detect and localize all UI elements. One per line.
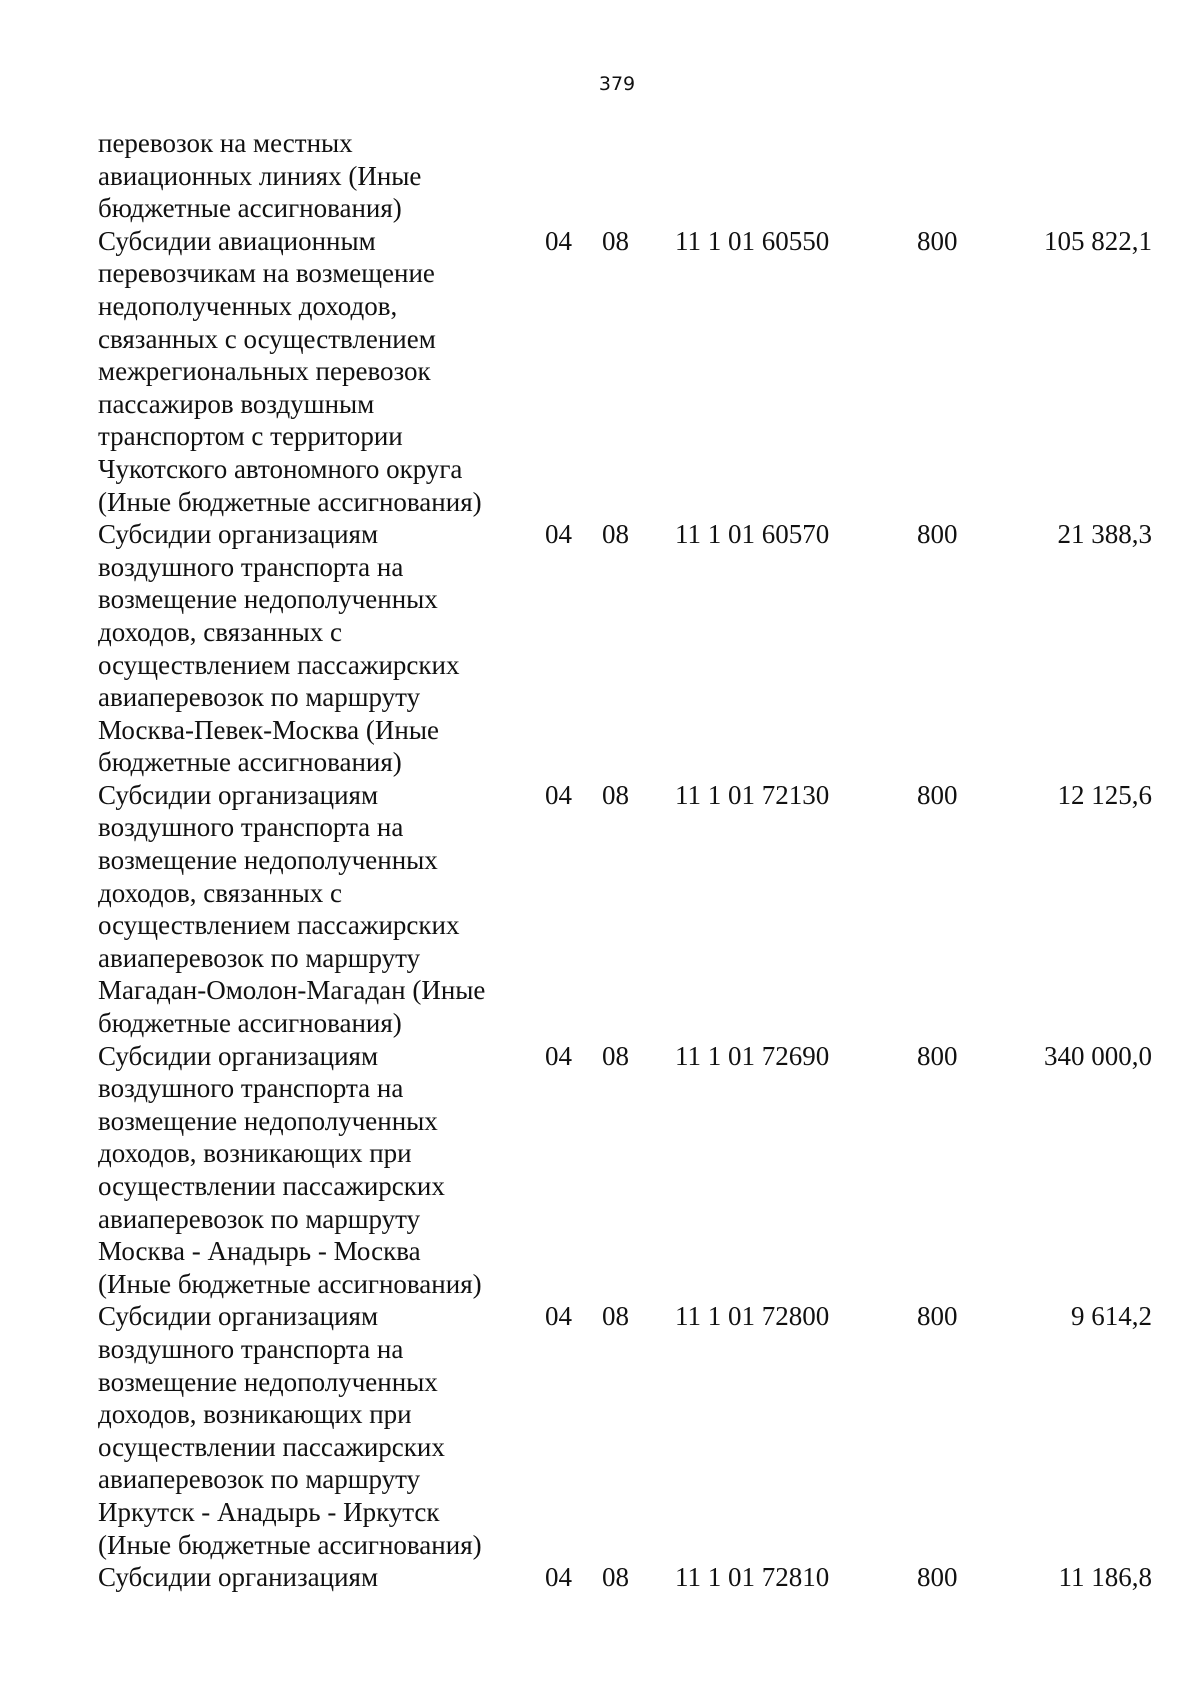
row-subsection: 08 [602, 1301, 629, 1332]
row-section: 04 [545, 1040, 572, 1071]
row-section: 04 [545, 519, 572, 550]
row-expense-type: 800 [917, 1562, 958, 1593]
row-description: Субсидии организациям воздушного транспорта на возмещение недополученных доходов, возникающих при осуществлении пассажирских авиаперевозок по маршруту Иркутск - Анадырь - Иркутск (Иные бюджетные ассигнования) [98, 1301, 482, 1560]
row-description: перевозок на местных авиационных линиях (Иные бюджетные ассигнования) [98, 128, 422, 224]
row-expense-type: 800 [917, 519, 958, 550]
row-subsection: 08 [602, 1562, 629, 1593]
row-target-code: 11 1 01 72800 [675, 1301, 830, 1332]
row-expense-type: 800 [917, 1040, 958, 1071]
row-section: 04 [545, 1562, 572, 1593]
row-subsection: 08 [602, 1040, 629, 1071]
table-row [0, 1561, 1200, 1594]
row-expense-type: 800 [917, 225, 958, 256]
row-target-code: 11 1 01 72810 [675, 1562, 830, 1593]
row-amount: 340 000,0 [1044, 1040, 1152, 1071]
table-row [0, 127, 1200, 225]
row-target-code: 11 1 01 72130 [675, 779, 830, 810]
row-expense-type: 800 [917, 779, 958, 810]
budget-table [0, 127, 1200, 1594]
table-row [0, 518, 1200, 779]
row-section: 04 [545, 779, 572, 810]
row-section: 04 [545, 1301, 572, 1332]
row-description: Субсидии организациям воздушного транспорта на возмещение недополученных доходов, возникающих при осуществлении пассажирских авиаперевозок по маршруту Москва - Анадырь - Москва (Иные бюджетные ассигнования) [98, 1040, 482, 1299]
row-description: Субсидии организациям воздушного транспорта на возмещение недополученных доходов, связанных с осуществлением пассажирских авиаперевозок по маршруту Магадан-Омолон-Магадан (Иные бюджетные ассигнования) [98, 779, 486, 1039]
row-amount: 12 125,6 [1057, 779, 1152, 810]
table-row [0, 779, 1200, 1040]
row-description: Субсидии организациям воздушного транспорта на возмещение недополученных доходов, связанных с осуществлением пассажирских авиаперевозок по маршруту Москва-Певек-Москва (Иные бюджетные ассигнования) [98, 519, 460, 778]
row-subsection: 08 [602, 225, 629, 256]
row-amount: 105 822,1 [1044, 225, 1152, 256]
row-target-code: 11 1 01 60550 [675, 225, 830, 256]
row-target-code: 11 1 01 60570 [675, 519, 830, 550]
row-subsection: 08 [602, 519, 629, 550]
row-amount: 11 186,8 [1058, 1562, 1152, 1593]
row-expense-type: 800 [917, 1301, 958, 1332]
row-amount: 21 388,3 [1057, 519, 1152, 550]
page-number: 379 [598, 73, 636, 95]
row-amount: 9 614,2 [1071, 1301, 1152, 1332]
row-section: 04 [545, 225, 572, 256]
table-row [0, 1040, 1200, 1301]
table-row [0, 1300, 1200, 1561]
row-target-code: 11 1 01 72690 [675, 1040, 830, 1071]
row-subsection: 08 [602, 779, 629, 810]
table-row [0, 225, 1200, 518]
row-description: Субсидии организациям [98, 1562, 379, 1593]
row-description: Субсидии авиационным перевозчикам на возмещение недополученных доходов, связанных с осуществлением межрегиональных перевозок пассажиров воздушным транспортом с территории Чукотского автономного округа (Иные бюджетные ассигнования) [98, 225, 482, 517]
